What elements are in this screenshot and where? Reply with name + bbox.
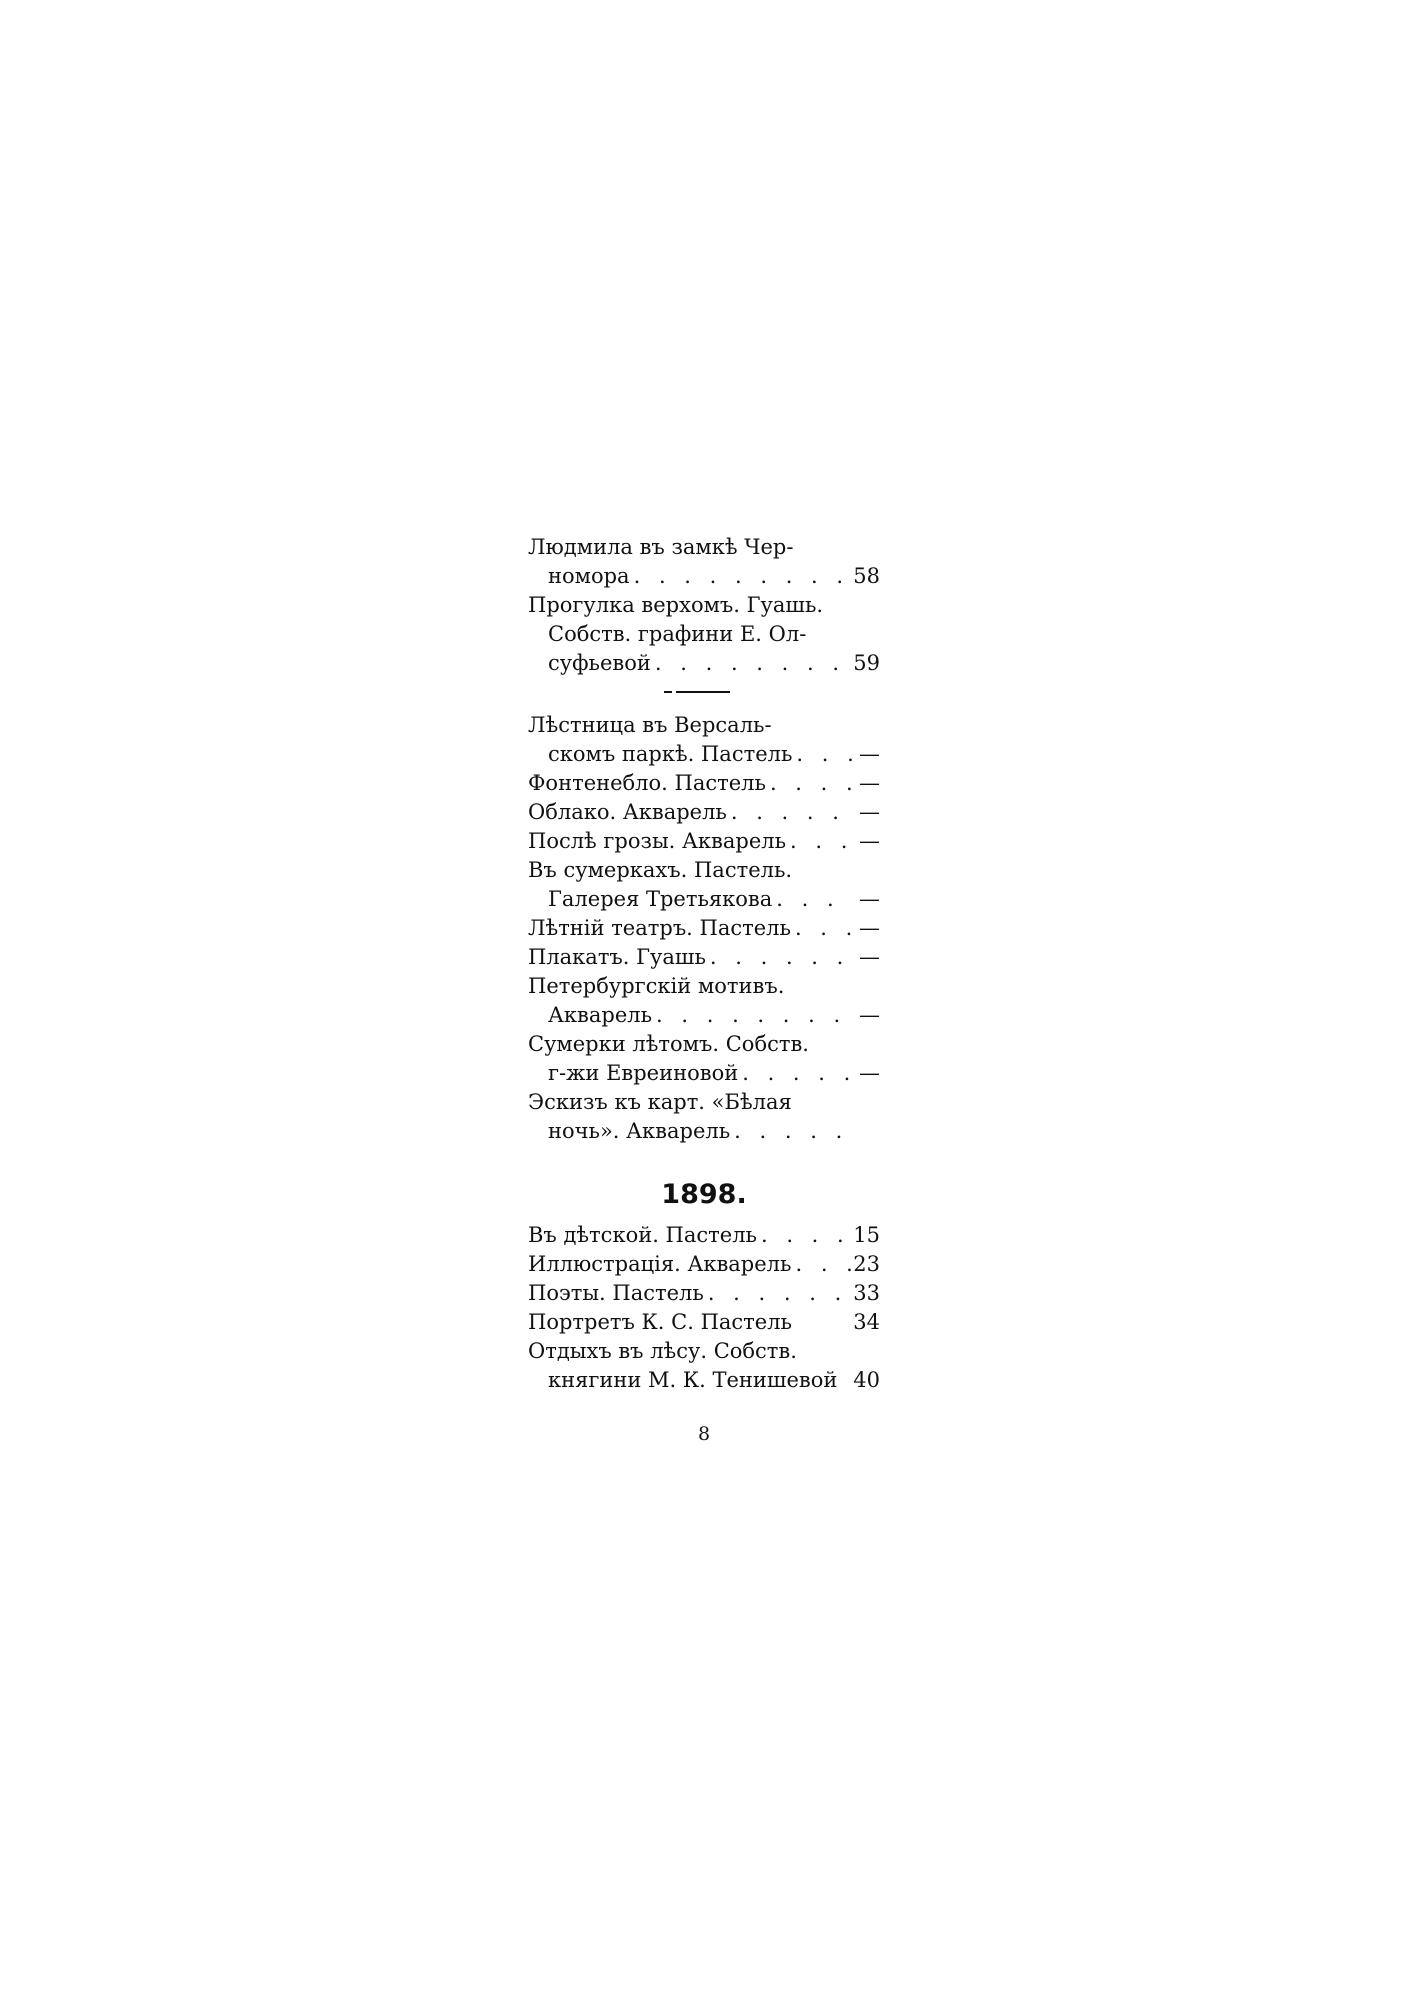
entry-page-number: —	[859, 887, 880, 911]
dot-leader	[772, 885, 854, 914]
entry-title: Сумерки лѣтомъ. Собств.	[528, 1032, 809, 1056]
list-item	[528, 1088, 880, 1146]
dot-leader	[738, 1059, 854, 1088]
entry-title: Плакатъ. Гуашь	[528, 945, 706, 969]
entry-title-continuation: Акварель	[548, 1003, 653, 1027]
dot-leader	[706, 943, 854, 972]
entry-page-number: —	[859, 916, 880, 940]
list-item	[528, 711, 880, 769]
list-item	[528, 914, 880, 943]
list-item	[528, 1279, 880, 1308]
entry-title-continuation: скомъ паркѣ. Пастель	[548, 742, 793, 766]
entry-title: Послѣ грозы. Акварель	[528, 829, 787, 853]
list-item	[528, 1030, 880, 1088]
dot-leader	[651, 649, 853, 678]
dot-leader	[630, 562, 854, 591]
section-divider	[676, 691, 730, 693]
entry-title-continuation: г-жи Евреиновой	[548, 1061, 739, 1085]
entry-title: Лѣстница въ Версаль-	[528, 713, 772, 737]
entry-page-number: —	[859, 1061, 880, 1085]
entry-page-number: —	[859, 945, 880, 969]
entry-title: Иллюстрація. Акварель	[528, 1252, 792, 1276]
dot-leader	[730, 1117, 854, 1146]
entry-title: Поэты. Пастель	[528, 1281, 704, 1305]
dot-leader	[791, 914, 854, 943]
entry-title: Прогулка верхомъ. Гуашь.	[528, 593, 824, 617]
year-heading: 1898.	[661, 1179, 747, 1210]
entry-page-number: —	[859, 771, 880, 795]
entries-block-a	[528, 533, 880, 678]
entry-page-number: 40	[853, 1368, 880, 1392]
list-item	[528, 972, 880, 1030]
entry-title: Портретъ К. С. Пастель	[528, 1310, 792, 1334]
entry-title: Въ дѣтской. Пастель	[528, 1223, 757, 1247]
entries-block-b	[528, 711, 880, 1146]
dot-leader	[766, 769, 854, 798]
entry-title-continuation: номора	[548, 564, 630, 588]
entry-page-number: 34	[853, 1310, 880, 1334]
dot-leader	[757, 1221, 853, 1250]
entry-title: Отдыхъ въ лѣсу. Собств.	[528, 1339, 797, 1363]
entry-title: Лѣтній театръ. Пастель	[528, 916, 791, 940]
list-item	[528, 856, 880, 914]
entry-page-number: 15	[853, 1223, 880, 1247]
dot-leader	[652, 1001, 854, 1030]
entry-title: Людмила въ замкѣ Чер-	[528, 535, 794, 559]
entries-block-c	[528, 1221, 880, 1395]
list-item	[528, 1250, 880, 1279]
dot-leader	[727, 798, 854, 827]
page-number: 8	[697, 1423, 711, 1445]
entry-title: Облако. Акварель	[528, 800, 727, 824]
dot-leader	[704, 1279, 853, 1308]
section-divider-dash	[664, 691, 672, 693]
entry-page-number: —	[859, 829, 880, 853]
entry-page-number: 33	[853, 1281, 880, 1305]
list-item	[528, 1221, 880, 1250]
list-item	[528, 1308, 880, 1337]
entry-title: Фонтенебло. Пастель	[528, 771, 766, 795]
list-item	[528, 943, 880, 972]
entry-page-number: 59	[853, 651, 880, 675]
list-item	[528, 1337, 880, 1395]
entry-page-number: —	[859, 742, 880, 766]
list-item	[528, 591, 880, 678]
entry-title: Петербургскій мотивъ.	[528, 974, 785, 998]
dot-leader	[791, 1250, 853, 1279]
dot-leader	[786, 827, 854, 856]
dot-leader	[792, 740, 854, 769]
entry-title: Въ сумеркахъ. Пастель.	[528, 858, 793, 882]
entry-page-number: 58	[853, 564, 880, 588]
entry-title: Эскизъ къ карт. «Бѣлая	[528, 1090, 792, 1114]
list-item	[528, 533, 880, 591]
entry-title-continuation: ночь». Акварель	[548, 1119, 731, 1143]
list-item	[528, 827, 880, 856]
entry-title-continuation: княгини М. К. Тенишевой	[548, 1368, 838, 1392]
entry-title-continuation: Собств. графини Е. Ол-	[548, 622, 807, 646]
entry-title-continuation: суфьевой	[548, 651, 651, 675]
entry-page-number: —	[859, 800, 880, 824]
entry-title-continuation: Галерея Третьякова	[548, 887, 773, 911]
list-item	[528, 798, 880, 827]
entry-page-number: —	[859, 1003, 880, 1027]
list-item	[528, 769, 880, 798]
entry-page-number: 23	[853, 1252, 880, 1276]
